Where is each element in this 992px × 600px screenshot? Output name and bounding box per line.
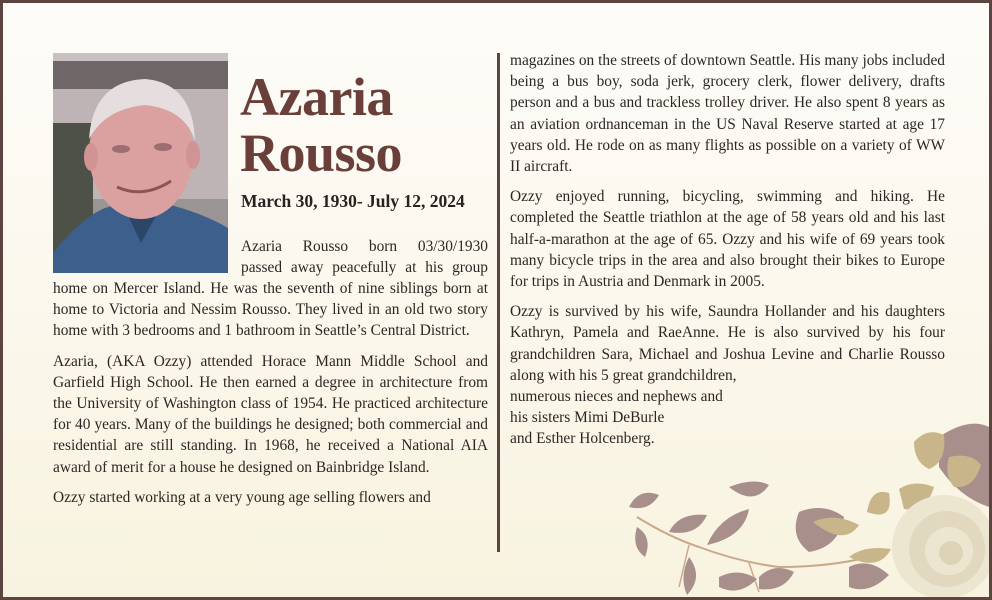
- intro-line-2: passed away peacefully at his group: [241, 259, 488, 277]
- portrait-image: [53, 53, 228, 273]
- paragraph-hobbies: Ozzy enjoyed running, bicycling, swimming and hiking. He completed the Seattle triathlon at the age of 58 years old and his last half-a-marathon at the age of 65. Ozzy and his wife of 69 years took many bicycle trips in the area and also brought their bikes to Europe for trips in Austria and Denmark in 2005.: [510, 188, 945, 291]
- intro-text: [241, 236, 488, 278]
- deceased-name: [240, 69, 402, 181]
- first-name: Azaria: [240, 67, 393, 127]
- intro-line-1: Azaria Rousso born 03/30/1930: [241, 238, 488, 255]
- closing-line-2: his sisters Mimi DeBurle: [510, 409, 665, 427]
- paragraph-family-home: home on Mercer Island. He was the seventh of nine siblings born at home to Victoria and Nessim Rousso. They lived in an old two story home with 3 bedrooms and 1 bathroom in Seattle’s Central District.: [53, 280, 488, 340]
- closing-line-1: numerous nieces and nephews and: [510, 388, 723, 406]
- column-right: [510, 50, 945, 450]
- last-name: Rousso: [240, 123, 403, 183]
- closing-line-3: and Esther Holcenberg.: [510, 430, 655, 448]
- paragraph-education-career: Azaria, (AKA Ozzy) attended Horace Mann Middle School and Garfield High School. He then earned a degree in architecture from the University of Washington class of 1954. He practiced architecture for 40 years. Many of the buildings he designed; both commercial and residential are still standing. In 1968, he received a National AIA award of merit for a house he designed on Bainbridge Island.: [53, 352, 488, 476]
- closing-lines: [510, 386, 945, 450]
- column-left: [53, 278, 488, 517]
- paragraph-jobs-navy: magazines on the streets of downtown Seattle. His many jobs included being a bus boy, soda jerk, grocery clerk, flower delivery, drafts person and a bus and trackless trolley driver. He also spent 8 years as an aviation ordnanceman in the US Naval Reserve started at age 17 years old. He rode on as many flights as possible on a variety of WW II aircraft.: [510, 52, 945, 176]
- paragraph-survivors: Ozzy is survived by his wife, Saundra Hollander and his daughters Kathryn, Pamela and RaeAnne. He is also survived by his four grandchildren Sara, Michael and Joshua Levine and Charlie Rousso along with his 5 great grandchildren,: [510, 303, 945, 384]
- life-dates: March 30, 1930- July 12, 2024: [241, 191, 465, 211]
- paragraph-early-work: Ozzy started working at a very young age selling flowers and: [53, 488, 431, 506]
- portrait-photo: [53, 53, 228, 273]
- column-divider: [497, 53, 500, 552]
